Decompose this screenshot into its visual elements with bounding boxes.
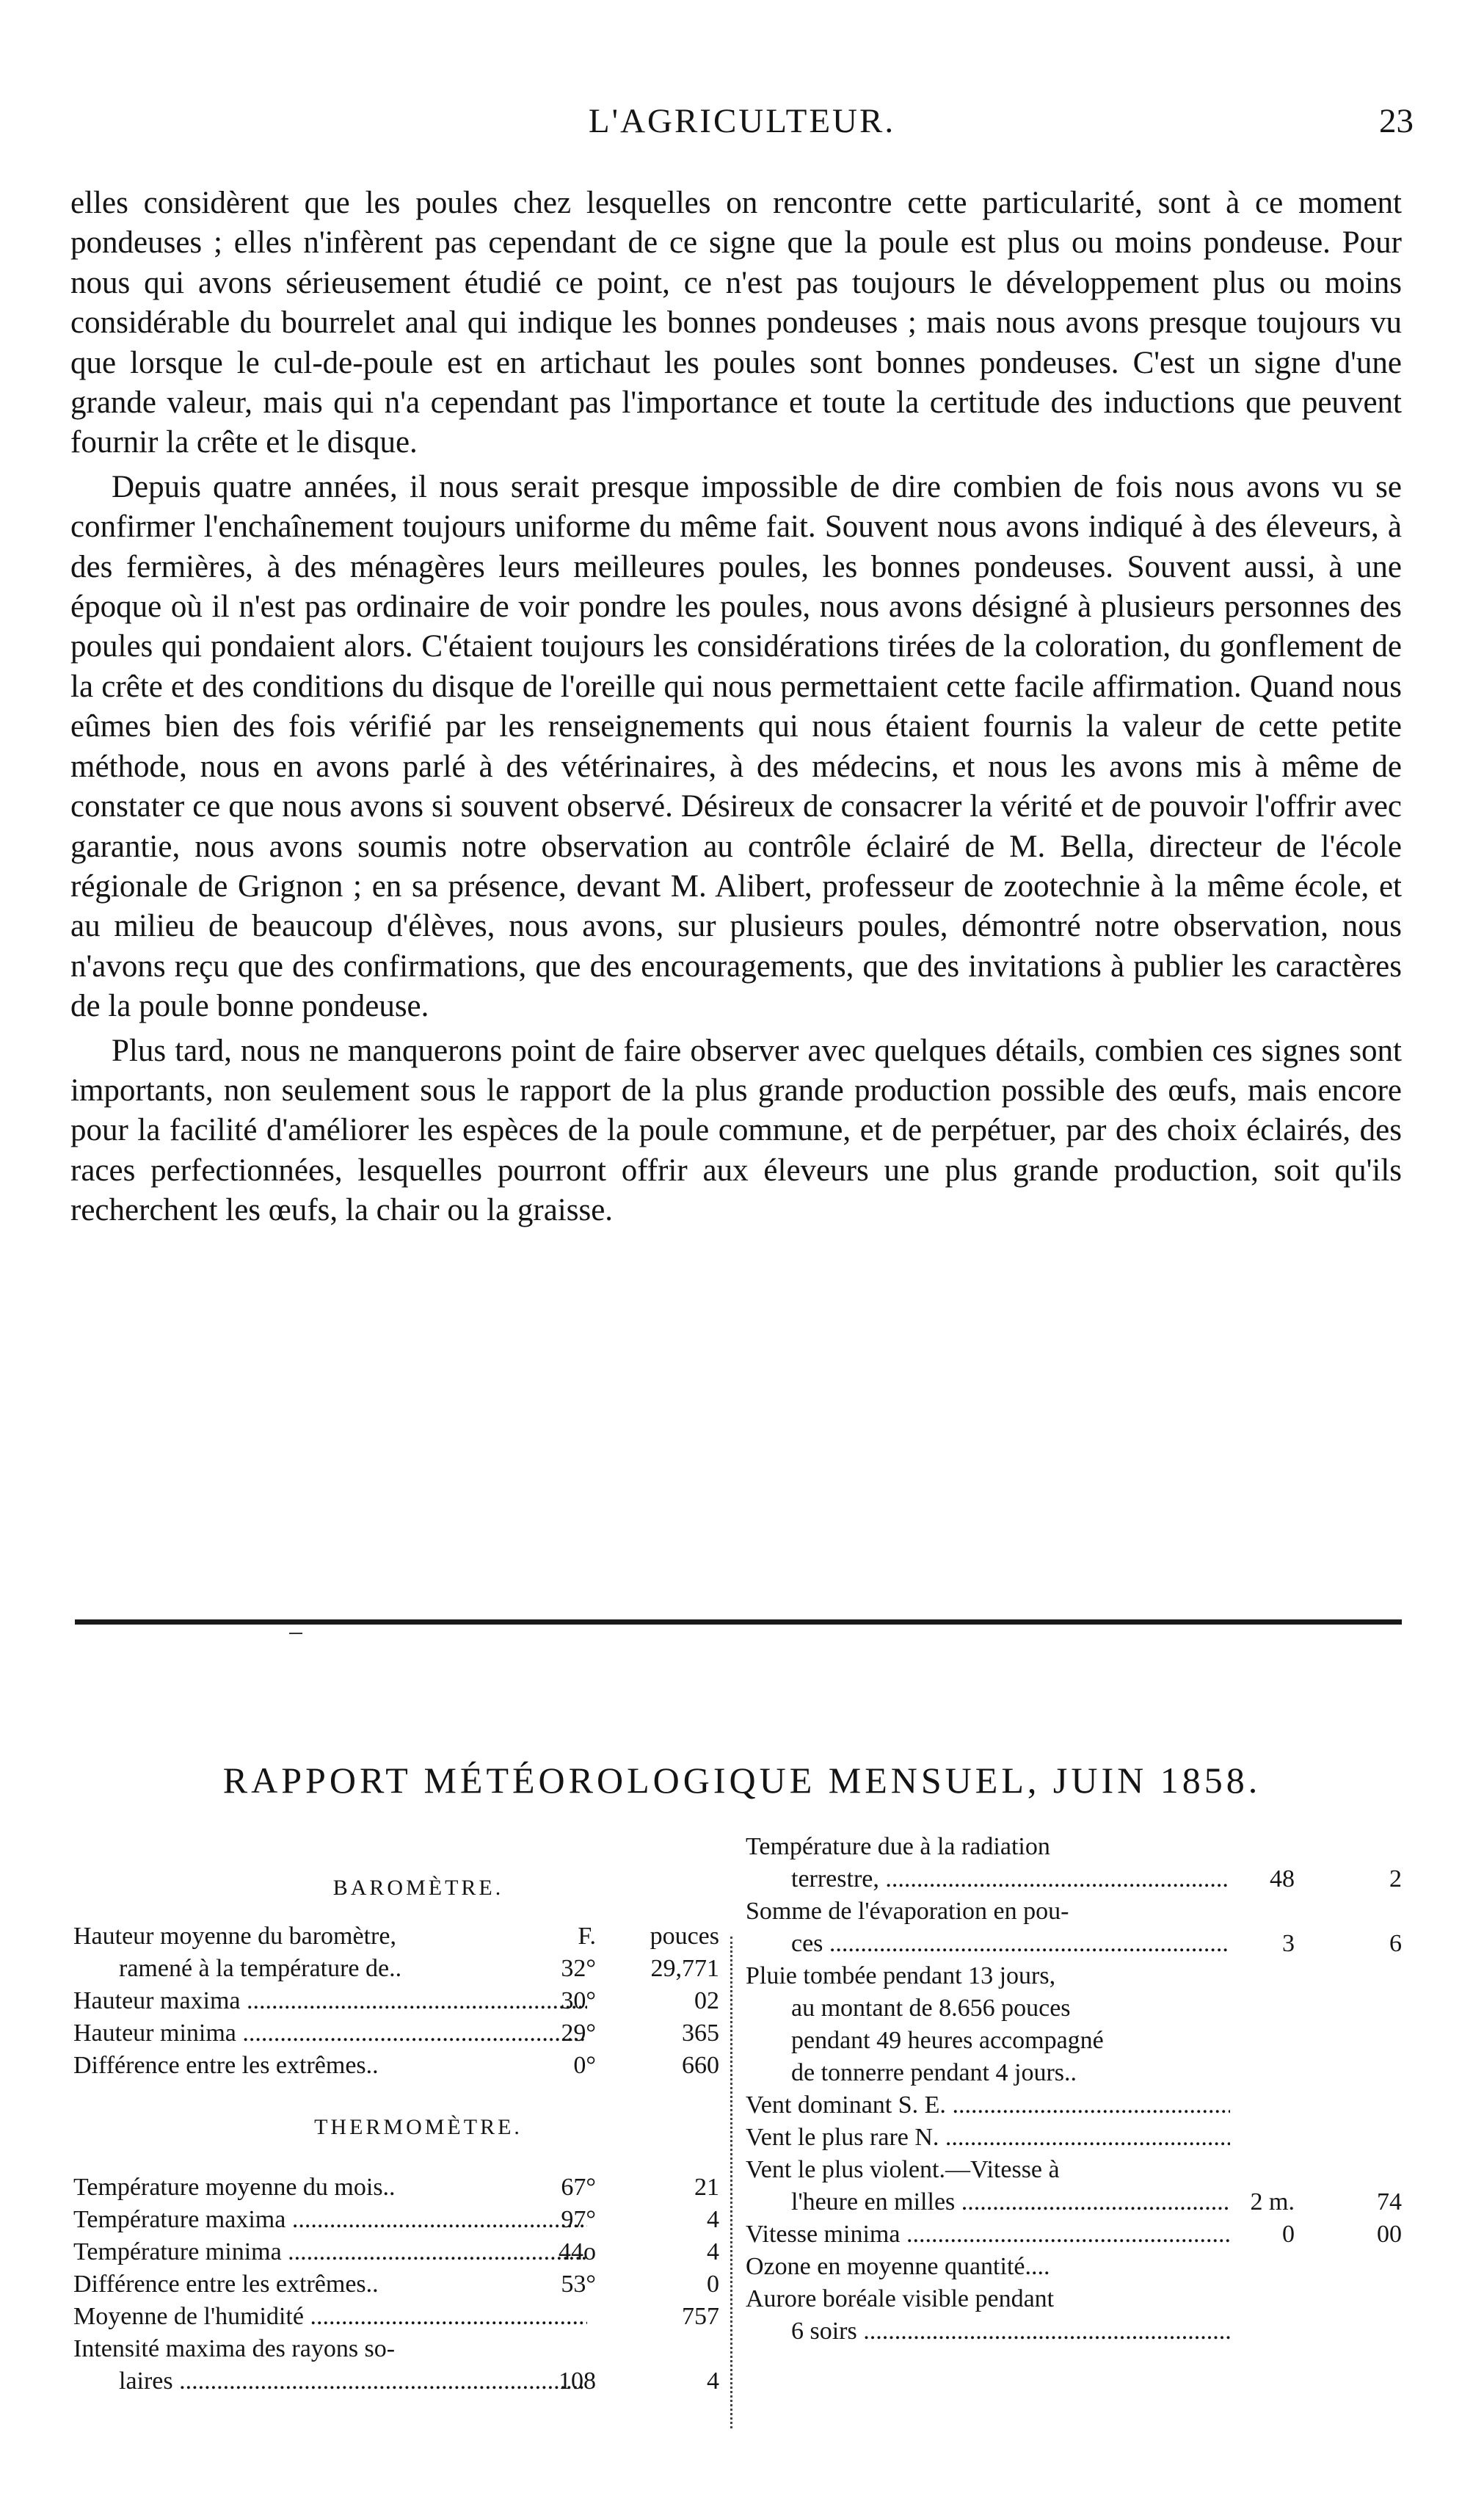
table-row (746, 2315, 1402, 2348)
value-primary: 2 m. (1250, 2188, 1295, 2216)
table-row (73, 2236, 719, 2268)
row-label: Vent le plus violent.—Vitesse à (746, 2156, 1060, 2183)
column-divider (730, 1937, 732, 2428)
value-f: 67° (561, 2174, 596, 2201)
value-f: 29° (561, 2020, 596, 2047)
row-label: Ozone en moyenne quantité.... (746, 2253, 1050, 2280)
row-label: Moyenne de l'humidité ..... (73, 2301, 587, 2333)
value-f: 32° (561, 1955, 596, 1982)
table-row (746, 2122, 1402, 2154)
value-f: 97° (561, 2206, 596, 2233)
row-label: laires ..... (119, 2365, 587, 2398)
value-pouces: 29,771 (650, 1955, 719, 1982)
row-label: ces ..... (791, 1928, 1230, 1960)
value-f: 53° (561, 2271, 596, 2298)
value-primary: 48 (1270, 1865, 1295, 1893)
row-label: Température minima ..... (73, 2236, 587, 2268)
value-secondary: 6 (1389, 1930, 1402, 1957)
row-label: Vent le plus rare N. ..... (746, 2122, 1230, 2154)
value-secondary: 2 (1389, 1865, 1402, 1893)
row-label: Somme de l'évaporation en pou- (746, 1898, 1069, 1925)
row-label: pendant 49 heures accompagné (791, 2027, 1104, 2054)
table-row (746, 2154, 1402, 2186)
table-row (746, 1863, 1402, 1895)
article-body (70, 184, 1402, 1235)
row-label: Différence entre les extrêmes.. (73, 2271, 379, 2298)
table-row (746, 2218, 1402, 2251)
table-row (73, 2017, 719, 2050)
value-secondary: 757 (682, 2303, 719, 2330)
divider-tick-mark (289, 1633, 302, 1634)
row-label: Vent dominant S. E. ..... (746, 2089, 1230, 2122)
paragraph-continuation: elles considèrent que les poules chez lesquelles on rencontre cette particularité, sont à ce moment pondeuses ; elles n'infèrent pas cependant de ce signe que la poule est plus ou moins pondeuse. Pour nous qui avons sérieusement étudié ce point, ce n'est pas toujours le développement plus ou moins considérable du bourrelet anal qui indique les bonnes pondeuses ; mais nous avons presque toujours vu que lorsque le cul-de-poule est en artichaut les poules sont bonnes pondeuses. C'est un signe d'une grande valeur, mais qui n'a cependant pas l'importance et toute la certitude des inductions que peuvent fournir la crête et le disque. (70, 186, 1402, 460)
table-row (746, 2057, 1402, 2089)
row-label: 6 soirs ..... (791, 2315, 1230, 2348)
table-row (73, 2204, 719, 2236)
value-secondary: 74 (1377, 2188, 1402, 2216)
table-row (746, 2089, 1402, 2122)
table-row (73, 2268, 719, 2301)
value-secondary: 4 (707, 2238, 719, 2265)
value-f: 30° (561, 1987, 596, 2014)
table-row (746, 1928, 1402, 1960)
value-secondary: 4 (707, 2367, 719, 2395)
table-row (746, 2251, 1402, 2283)
table-row (746, 2186, 1402, 2218)
table-row (73, 2301, 719, 2333)
table-row (73, 2333, 719, 2365)
value-secondary: 0 (707, 2271, 719, 2298)
row-label: l'heure en milles ..... (791, 2186, 1230, 2218)
row-label: Température maxima ..... (73, 2204, 587, 2236)
table-row (73, 1953, 719, 1985)
table-row (73, 2171, 719, 2204)
value-secondary: 4 (707, 2206, 719, 2233)
row-label: Intensité maxima des rayons so- (73, 2335, 396, 2362)
table-row (746, 1895, 1402, 1928)
value-f: 44o (559, 2238, 596, 2265)
report-title: RAPPORT MÉTÉOROLOGIQUE MENSUEL, JUIN 1858. (222, 1760, 1262, 1801)
row-label: Pluie tombée pendant 13 jours, (746, 1962, 1056, 1989)
unit-header-f: F. (578, 1923, 596, 1950)
row-label: Différence entre les extrêmes.. (73, 2052, 379, 2079)
barometre-heading: BAROMÈTRE. (332, 1876, 504, 1900)
value-f: 108 (559, 2367, 596, 2395)
table-row (746, 1831, 1402, 1863)
running-head (70, 101, 1414, 153)
table-row (73, 1920, 719, 1953)
table-row (746, 2025, 1402, 2057)
paragraph: Plus tard, nous ne manquerons point de faire observer avec quelques détails, combien ces signes sont importants, non seulement sous le rapport de la plus grande production possible des œufs, mais encore pour la facilité d'améliorer les espèces de la poule commune, et de perpétuer, par des choix éclairés, des races perfectionnées, lesquelles pourront offrir aux éleveurs une plus grande production, soit qu'ils recherchent les œufs, la chair ou la graisse. (70, 1033, 1402, 1228)
table-row (73, 2050, 719, 2082)
row-label: Hauteur moyenne du baromètre, (73, 1923, 396, 1950)
running-title: L'AGRICULTEUR. (588, 102, 896, 140)
table-row (73, 2365, 719, 2398)
row-label: Hauteur maxima ..... (73, 1985, 587, 2017)
value-secondary: 00 (1377, 2221, 1402, 2248)
row-label: de tonnerre pendant 4 jours.. (791, 2059, 1077, 2086)
table-row (746, 1992, 1402, 2025)
value-secondary: 21 (694, 2174, 719, 2201)
report-right-column (746, 1831, 1402, 2348)
paragraph: Depuis quatre années, il nous serait presque impossible de dire combien de fois nous avons vu se confirmer l'enchaînement toujours uniforme du même fait. Souvent nous avons indiqué à des éleveurs, à des fermières, à des ménagères leurs meilleures poules, les bonnes pondeuses. Souvent aussi, à une époque où il n'est pas ordinaire de voir pondre les poules, nous avons désigné à plusieurs personnes des poules qui pondaient alors. C'étaient toujours les considérations tirées de la coloration, du gonflement de la crête et des conditions du disque de l'oreille qui nous permettaient cette facile affirmation. Quand nous eûmes bien des fois vérifié par les renseignements qui nous étaient fournis la valeur de cette petite méthode, nous en avons parlé à des vétérinaires, à des médecins, et nous les avons mis à même de constater ce que nous avons si souvent observé. Désireux de consacrer la vérité et de pouvoir l'offrir avec garantie, nous avons soumis notre observation au contrôle éclairé de M. Bella, directeur de l'école régionale de Grignon ; en sa présence, devant M. Alibert, professeur de zootechnie à la même école, et au milieu de beaucoup d'élèves, nous avons, sur plusieurs poules, démontré notre observation, nous n'avons reçu que des confirmations, que des encouragements, que des invitations à publier les caractères de la poule bonne pondeuse. (70, 469, 1402, 1024)
thermometre-heading: THERMOMÈTRE. (314, 2115, 523, 2139)
value-primary: 0 (1282, 2221, 1295, 2248)
unit-header-pouces: pouces (650, 1923, 719, 1950)
page-number: 23 (1379, 102, 1414, 140)
table-row (73, 1985, 719, 2017)
row-label: Aurore boréale visible pendant (746, 2285, 1055, 2312)
value-pouces: 365 (682, 2020, 719, 2047)
row-label: au montant de 8.656 pouces (791, 1995, 1071, 2022)
value-pouces: 660 (682, 2052, 719, 2079)
value-primary: 3 (1282, 1930, 1295, 1957)
table-row (746, 1960, 1402, 1992)
table-row (746, 2283, 1402, 2315)
section-divider-rule (75, 1619, 1402, 1625)
value-pouces: 02 (694, 1987, 719, 2014)
report-left-column (73, 1872, 719, 2398)
row-label: Hauteur minima ..... (73, 2017, 587, 2050)
row-label: ramené à la température de.. (119, 1955, 402, 1982)
row-label: terrestre, ..... (791, 1863, 1230, 1895)
row-label: Température due à la radiation (746, 1833, 1050, 1860)
value-f: 0° (573, 2052, 596, 2079)
row-label: Vitesse minima ..... (746, 2218, 1230, 2251)
row-label: Température moyenne du mois.. (73, 2174, 396, 2201)
